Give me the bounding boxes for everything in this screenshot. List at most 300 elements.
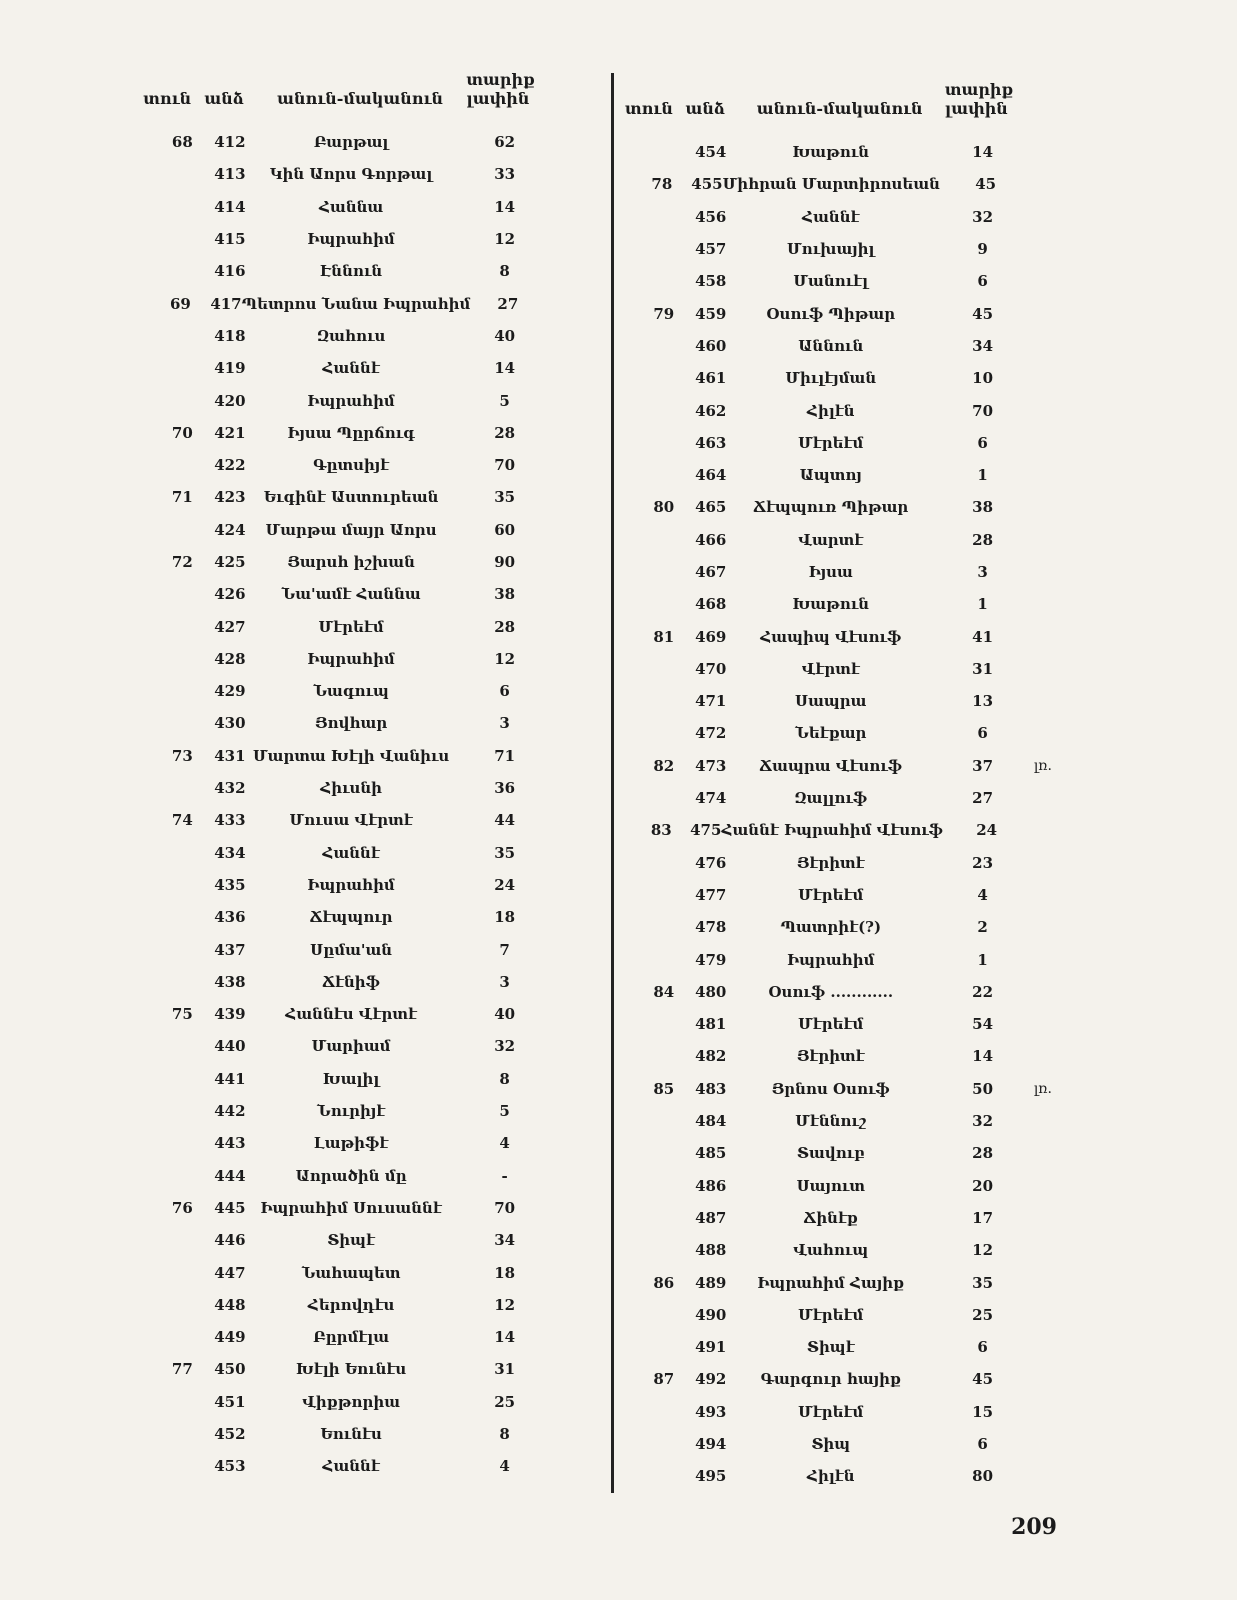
person-name: Եունէս xyxy=(320,1425,382,1444)
person-number: 492 xyxy=(695,1370,727,1389)
person-number: 470 xyxy=(695,659,727,678)
person-number: 478 xyxy=(695,918,727,937)
person-name: Վիքթորիա xyxy=(302,1392,401,1411)
person-age: 27 xyxy=(497,294,519,313)
person-name: Հիւսնի xyxy=(320,779,383,798)
table-row xyxy=(140,1386,595,1418)
table-row xyxy=(622,717,1072,749)
house-number: 79 xyxy=(653,304,675,323)
house-number: 73 xyxy=(171,746,193,765)
person-number: 447 xyxy=(214,1263,246,1282)
person-name: Իպրահիմ Սուսաննէ xyxy=(260,1198,442,1217)
table-row xyxy=(622,330,1072,362)
person-name: Յէրիտէ xyxy=(796,1047,865,1066)
person-name: Մէրեէմ xyxy=(798,1402,864,1421)
house-number: 69 xyxy=(169,294,191,313)
table-row xyxy=(140,610,595,642)
person-number: 494 xyxy=(695,1435,727,1454)
left-rows xyxy=(140,126,595,1482)
person-age: 60 xyxy=(494,520,516,539)
left-header xyxy=(140,70,595,108)
person-number: 454 xyxy=(695,143,727,162)
person-name: Մէրեէմ xyxy=(798,433,864,452)
person-number: 489 xyxy=(695,1273,727,1292)
person-age: 44 xyxy=(494,811,516,830)
table-row xyxy=(140,707,595,739)
person-number: 414 xyxy=(214,197,246,216)
person-number: 466 xyxy=(695,530,727,549)
person-age: 35 xyxy=(494,843,516,862)
person-name: Հաննէ xyxy=(322,359,380,378)
person-age: 4 xyxy=(499,1457,510,1476)
row-note: լռ. xyxy=(1034,1080,1052,1097)
person-age: 7 xyxy=(499,940,510,959)
person-age: 45 xyxy=(975,175,997,194)
header-age: տարիք լափին xyxy=(944,80,1014,118)
table-row xyxy=(622,1266,1072,1298)
person-name: Գըտսիյէ xyxy=(313,456,390,475)
table-row xyxy=(622,1137,1072,1169)
person-age: 17 xyxy=(972,1208,994,1227)
person-age: 9 xyxy=(977,240,988,259)
table-row xyxy=(622,1363,1072,1395)
person-name: Հաննէ xyxy=(322,1457,380,1476)
table-row xyxy=(140,158,595,190)
table-row xyxy=(140,126,595,158)
left-column xyxy=(140,70,595,1482)
house-number: 84 xyxy=(653,982,675,1001)
person-age: 14 xyxy=(494,197,516,216)
person-name: Տիպ xyxy=(811,1435,851,1454)
person-number: 452 xyxy=(214,1425,246,1444)
table-row xyxy=(622,1234,1072,1266)
table-row xyxy=(140,352,595,384)
person-number: 488 xyxy=(695,1241,727,1260)
table-row xyxy=(140,255,595,287)
right-column xyxy=(622,80,1072,1492)
person-age: 24 xyxy=(976,821,998,840)
person-number: 421 xyxy=(214,423,246,442)
person-number: 449 xyxy=(214,1328,246,1347)
table-row xyxy=(140,1353,595,1385)
table-row xyxy=(140,837,595,869)
person-age: 5 xyxy=(499,391,510,410)
person-name: Մարթա մայր Աորս xyxy=(265,520,437,539)
table-row xyxy=(622,782,1072,814)
person-age: 32 xyxy=(494,1037,516,1056)
person-number: 443 xyxy=(214,1134,246,1153)
person-name: Հիլէն xyxy=(806,1467,855,1486)
person-number: 495 xyxy=(695,1467,727,1486)
person-number: 486 xyxy=(695,1176,727,1195)
person-name: Իպրահիմ xyxy=(307,230,395,249)
table-row xyxy=(140,1192,595,1224)
person-number: 472 xyxy=(695,724,727,743)
person-age: 37 xyxy=(972,756,994,775)
person-age: 14 xyxy=(972,143,994,162)
table-row xyxy=(140,1063,595,1095)
person-number: 417 xyxy=(210,294,242,313)
house-number: 75 xyxy=(171,1005,193,1024)
person-age: 40 xyxy=(494,326,516,345)
table-row xyxy=(622,556,1072,588)
person-number: 483 xyxy=(695,1079,727,1098)
person-age: 8 xyxy=(499,1425,510,1444)
person-name: Մարտա Խէլի Վանիւս xyxy=(252,746,450,765)
person-name: Հաննէս Վէրտէ xyxy=(285,1005,417,1024)
person-age: 12 xyxy=(972,1241,994,1260)
person-name: Նա'ամէ Հաննա xyxy=(281,585,421,604)
house-number: 78 xyxy=(651,175,673,194)
person-number: 413 xyxy=(214,165,246,184)
person-number: 468 xyxy=(695,595,727,614)
table-row xyxy=(622,362,1072,394)
person-age: 6 xyxy=(499,682,510,701)
person-age: 35 xyxy=(972,1273,994,1292)
person-age: 80 xyxy=(972,1467,994,1486)
person-age: 3 xyxy=(499,972,510,991)
person-number: 485 xyxy=(695,1144,727,1163)
person-name: Իպրահիմ xyxy=(787,950,875,969)
table-row xyxy=(140,869,595,901)
person-name: Մէննուշ xyxy=(795,1112,867,1131)
table-row xyxy=(622,976,1072,1008)
house-number: 76 xyxy=(171,1198,193,1217)
person-name: Ճէպպուռ Պիթար xyxy=(753,498,909,517)
table-row xyxy=(622,1105,1072,1137)
person-number: 446 xyxy=(214,1231,246,1250)
table-row xyxy=(140,546,595,578)
person-number: 430 xyxy=(214,714,246,733)
header-name: անուն-մականուն xyxy=(277,89,443,108)
person-age: 32 xyxy=(972,1112,994,1131)
table-row xyxy=(140,1030,595,1062)
header-number: անձ xyxy=(204,89,244,108)
person-number: 416 xyxy=(214,262,246,281)
table-row xyxy=(622,943,1072,975)
person-number: 423 xyxy=(214,488,246,507)
table-row xyxy=(622,750,1072,782)
person-name: Տավուբ xyxy=(796,1144,865,1163)
person-number: 479 xyxy=(695,950,727,969)
person-name: Զալլուֆ xyxy=(794,789,868,808)
person-number: 432 xyxy=(214,779,246,798)
person-name: Իպրահիմ Հայիք xyxy=(757,1273,905,1292)
person-number: 436 xyxy=(214,908,246,927)
table-row xyxy=(140,417,595,449)
header-house: տուն xyxy=(624,99,673,118)
person-age: 34 xyxy=(972,336,994,355)
person-name: Ճինէք xyxy=(803,1208,858,1227)
person-name: Հիլէն xyxy=(806,401,855,420)
person-age: 45 xyxy=(972,304,994,323)
person-age: 70 xyxy=(494,1198,516,1217)
person-age: 6 xyxy=(977,1338,988,1357)
table-row xyxy=(140,1095,595,1127)
person-number: 426 xyxy=(214,585,246,604)
person-age: 24 xyxy=(494,875,516,894)
table-row xyxy=(140,514,595,546)
person-number: 425 xyxy=(214,553,246,571)
house-number: 71 xyxy=(171,488,193,507)
person-name: Յարսհ իշխան xyxy=(287,553,415,571)
table-row xyxy=(140,643,595,675)
table-row xyxy=(140,449,595,481)
person-number: 487 xyxy=(695,1208,727,1227)
person-name: Գարգուր հայիք xyxy=(760,1370,901,1389)
person-number: 453 xyxy=(214,1457,246,1476)
person-number: 448 xyxy=(214,1295,246,1314)
person-number: 465 xyxy=(695,498,727,517)
table-row xyxy=(622,459,1072,491)
person-age: 2 xyxy=(977,918,988,937)
person-name: Իյսա xyxy=(808,563,853,581)
person-name: Իյսա Պըրճուգ xyxy=(287,423,415,442)
header-number: անձ xyxy=(685,99,725,118)
person-name: Մուխայիլ xyxy=(787,240,875,259)
table-row xyxy=(140,320,595,352)
person-number: 450 xyxy=(214,1360,246,1379)
person-name: Իպրահիմ xyxy=(307,875,395,894)
person-age: 6 xyxy=(977,272,988,291)
person-name: Մէրեէմ xyxy=(318,617,384,636)
table-row xyxy=(622,847,1072,879)
person-age: 25 xyxy=(494,1392,516,1411)
person-age: 14 xyxy=(494,359,516,378)
person-name: Պատրիէ(?) xyxy=(780,918,882,937)
person-number: 442 xyxy=(214,1102,246,1121)
person-age: 25 xyxy=(972,1305,994,1324)
table-row xyxy=(622,297,1072,329)
house-number: 87 xyxy=(653,1370,675,1389)
person-name: Նուրիյէ xyxy=(316,1102,386,1121)
person-name: Մանուէլ xyxy=(793,272,869,291)
person-name: Նահապետ xyxy=(301,1263,401,1282)
person-name: Մէրեէմ xyxy=(798,1015,864,1034)
person-name: Մէրեէմ xyxy=(798,885,864,904)
person-age: 3 xyxy=(499,714,510,733)
person-number: 429 xyxy=(214,682,246,701)
house-number: 82 xyxy=(653,756,675,775)
header-house: տուն xyxy=(143,89,192,108)
person-number: 419 xyxy=(214,359,246,378)
table-row xyxy=(140,191,595,223)
person-age: 32 xyxy=(972,207,994,226)
person-name: Սապրա xyxy=(795,692,867,711)
column-divider xyxy=(611,73,614,1493)
person-age: 33 xyxy=(494,165,516,184)
table-row xyxy=(140,804,595,836)
person-age: - xyxy=(501,1166,508,1185)
table-row xyxy=(622,394,1072,426)
person-name: Մուսա Վէրտէ xyxy=(289,811,413,830)
person-name: Աննուն xyxy=(798,336,864,355)
person-age: 15 xyxy=(972,1402,994,1421)
table-row xyxy=(140,772,595,804)
header-age: տարիք լափին xyxy=(466,70,535,108)
person-age: 1 xyxy=(977,466,988,485)
person-number: 477 xyxy=(695,885,727,904)
person-number: 424 xyxy=(214,520,246,539)
person-age: 90 xyxy=(494,553,516,571)
person-name: Սայուտ xyxy=(796,1176,865,1195)
table-row xyxy=(622,427,1072,459)
person-name: Հաննէ Իպրահիմ Վէսուֆ xyxy=(721,821,944,840)
house-number: 83 xyxy=(650,821,672,840)
person-age: 13 xyxy=(972,692,994,711)
person-age: 4 xyxy=(977,885,988,904)
person-number: 437 xyxy=(214,940,246,959)
person-name: Պետրոս Նանա Իպրահիմ xyxy=(241,294,471,313)
person-age: 1 xyxy=(977,595,988,614)
person-age: 6 xyxy=(977,1435,988,1454)
person-name: Խաթուն xyxy=(792,143,870,162)
table-row xyxy=(622,1170,1072,1202)
table-row xyxy=(140,1418,595,1450)
table-row xyxy=(622,814,1072,846)
person-name: Նագուպ xyxy=(313,682,389,701)
table-row xyxy=(622,1396,1072,1428)
person-age: 36 xyxy=(494,779,516,798)
table-row xyxy=(140,481,595,513)
person-number: 431 xyxy=(214,746,246,765)
person-name: Հաննէ xyxy=(802,207,860,226)
table-row xyxy=(622,620,1072,652)
person-number: 473 xyxy=(695,756,727,775)
person-name: Ճէպպուր xyxy=(309,908,393,927)
person-age: 28 xyxy=(972,530,994,549)
table-row xyxy=(622,265,1072,297)
person-age: 3 xyxy=(977,563,988,581)
person-number: 439 xyxy=(214,1005,246,1024)
person-number: 471 xyxy=(695,692,727,711)
person-name: Օսուֆ Պիթար xyxy=(766,304,896,323)
person-name: Հապիպ Վէսուֆ xyxy=(760,627,902,646)
person-name: Տիպէ xyxy=(327,1231,376,1250)
person-number: 464 xyxy=(695,466,727,485)
person-age: 18 xyxy=(494,908,516,927)
person-number: 469 xyxy=(695,627,727,646)
person-number: 438 xyxy=(214,972,246,991)
person-age: 70 xyxy=(494,456,516,475)
house-number: 72 xyxy=(171,553,193,571)
house-number: 74 xyxy=(171,811,193,830)
page-number: 209 xyxy=(1011,1514,1057,1540)
right-header xyxy=(622,80,1072,118)
person-age: 41 xyxy=(972,627,994,646)
person-number: 435 xyxy=(214,875,246,894)
house-number: 85 xyxy=(653,1079,675,1098)
person-number: 480 xyxy=(695,982,727,1001)
person-age: 54 xyxy=(972,1015,994,1034)
person-age: 38 xyxy=(972,498,994,517)
right-rows xyxy=(622,136,1072,1492)
person-name: Խալիլ xyxy=(322,1069,380,1088)
person-name: Բարթալ xyxy=(313,133,389,152)
person-age: 18 xyxy=(494,1263,516,1282)
person-age: 12 xyxy=(494,649,516,668)
table-row xyxy=(140,740,595,772)
person-name: Ճապրա Վէսուֆ xyxy=(759,756,903,775)
table-row xyxy=(140,287,595,319)
table-row xyxy=(140,1321,595,1353)
person-number: 441 xyxy=(214,1069,246,1088)
person-number: 433 xyxy=(214,811,246,830)
table-row xyxy=(140,1160,595,1192)
person-name: Սըմա'ան xyxy=(310,940,393,959)
person-number: 412 xyxy=(214,133,246,152)
person-number: 493 xyxy=(695,1402,727,1421)
person-name: Վարտէ xyxy=(798,530,864,549)
person-number: 456 xyxy=(695,207,727,226)
person-name: Յովհար xyxy=(315,714,388,733)
person-age: 23 xyxy=(972,853,994,872)
person-name: Էննուն xyxy=(320,262,383,281)
house-number: 86 xyxy=(653,1273,675,1292)
person-name: Վահուպ xyxy=(793,1241,869,1260)
table-row xyxy=(622,1073,1072,1105)
person-age: 12 xyxy=(494,1295,516,1314)
person-number: 457 xyxy=(695,240,727,259)
person-age: 12 xyxy=(494,230,516,249)
person-name: Յրնոս Օսուֆ xyxy=(771,1079,890,1098)
table-row xyxy=(622,653,1072,685)
table-row xyxy=(622,1299,1072,1331)
person-number: 455 xyxy=(691,175,723,194)
table-row xyxy=(622,168,1072,200)
person-number: 482 xyxy=(695,1047,727,1066)
person-number: 444 xyxy=(214,1166,246,1185)
person-age: 14 xyxy=(494,1328,516,1347)
table-row xyxy=(622,491,1072,523)
table-row xyxy=(622,201,1072,233)
table-row xyxy=(622,524,1072,556)
house-number: 77 xyxy=(171,1360,193,1379)
person-age: 31 xyxy=(972,659,994,678)
table-row xyxy=(140,1256,595,1288)
person-age: 71 xyxy=(494,746,516,765)
person-number: 484 xyxy=(695,1112,727,1131)
person-age: 20 xyxy=(972,1176,994,1195)
person-name: Հաննէ xyxy=(322,843,380,862)
person-age: 8 xyxy=(499,262,510,281)
table-row xyxy=(140,933,595,965)
person-name: Մէրեէմ xyxy=(798,1305,864,1324)
person-age: 38 xyxy=(494,585,516,604)
table-row xyxy=(140,1289,595,1321)
table-row xyxy=(622,588,1072,620)
table-row xyxy=(622,685,1072,717)
person-number: 418 xyxy=(214,326,246,345)
person-number: 451 xyxy=(214,1392,246,1411)
person-age: 34 xyxy=(494,1231,516,1250)
person-name: Լաթիֆէ xyxy=(313,1134,389,1153)
house-number: 81 xyxy=(653,627,675,646)
person-age: 6 xyxy=(977,724,988,743)
table-row xyxy=(622,1331,1072,1363)
header-name: անուն-մականուն xyxy=(756,99,923,118)
person-number: 467 xyxy=(695,563,727,581)
person-age: 35 xyxy=(494,488,516,507)
table-row xyxy=(622,233,1072,265)
person-number: 463 xyxy=(695,433,727,452)
person-age: 6 xyxy=(977,433,988,452)
person-number: 460 xyxy=(695,336,727,355)
person-age: 62 xyxy=(494,133,516,152)
table-row xyxy=(140,675,595,707)
person-number: 481 xyxy=(695,1015,727,1034)
table-row xyxy=(622,1460,1072,1492)
